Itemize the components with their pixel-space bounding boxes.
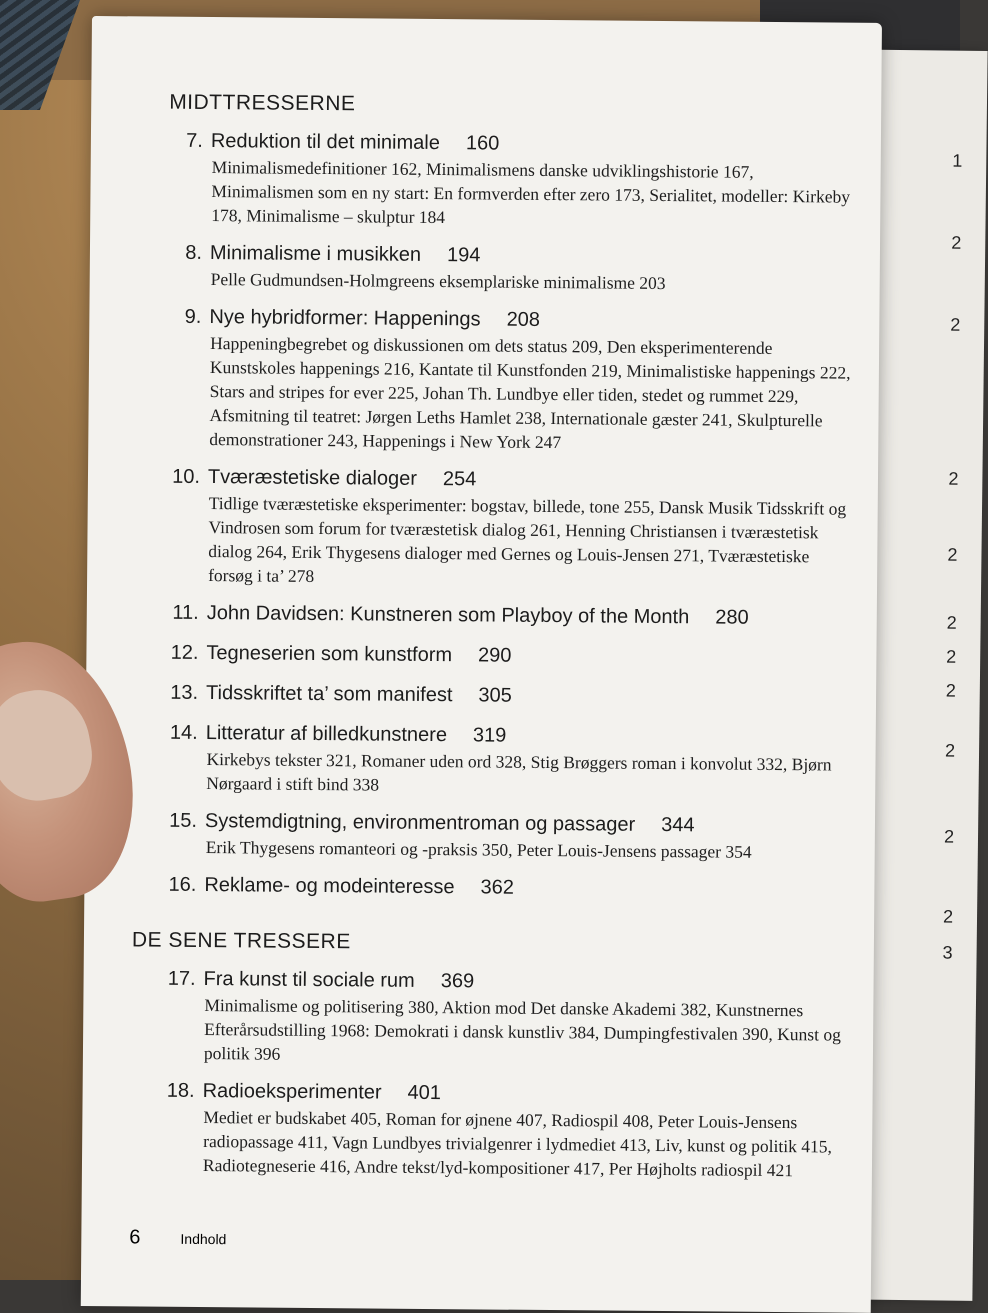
entry-number: 18.	[166, 1079, 195, 1102]
entry-title: Fra kunst til sociale rum	[203, 968, 415, 992]
facing-page-number: 1	[952, 150, 963, 171]
facing-page-number: 2	[945, 680, 956, 701]
facing-page-number: 2	[948, 468, 959, 489]
book-page	[81, 16, 882, 1313]
entry-number: 13.	[170, 681, 199, 704]
toc-entry-18	[160, 1077, 851, 1183]
entry-page: 369	[440, 970, 475, 993]
entry-page: 319	[472, 724, 507, 747]
entry-title: Nye hybridformer: Happenings	[209, 306, 481, 331]
facing-page-number: 2	[946, 612, 957, 633]
toc-entry-8	[168, 239, 858, 297]
entry-number: 17.	[167, 967, 196, 990]
entry-description: Minimalisme og politisering 380, Aktion mod Det danske Akademi 382, Kunstnernes Efterårsudstilling 1968: Demokrati i dansk kunstliv 384, Dumpingfestivalen 390, Kunst og politik 396	[203, 995, 841, 1064]
entry-title: Tidsskriftet ta’ som manifest	[206, 682, 453, 707]
entry-description: Erik Thygesens romanteori og -praksis 350, Peter Louis-Jensens passager 354	[205, 837, 752, 862]
entry-title: Tværæstetiske dialoger	[207, 466, 418, 490]
running-head: Indhold	[180, 1230, 227, 1248]
entry-description: Kirkebys tekster 321, Romaner uden ord 328, Stig Brøggers roman i konvolut 332, Bjørn Nørgaard i stift bind 338	[206, 749, 832, 795]
entry-number: 7.	[186, 129, 204, 152]
facing-page-number: 2	[944, 740, 956, 761]
facing-page-number: 2	[943, 826, 955, 847]
entry-title: Tegneserien som kunstform	[206, 642, 453, 667]
section-heading: MIDTTRESSERNE	[169, 90, 356, 116]
entry-description: Tidlige tværæstetiske eksperimenter: bogstav, billede, tone 255, Dansk Musik Tidsskrift og Vindrosen som forum for tværæstetisk dialog 261, Henning Christiansen i tværæstetisk dialog 264, Erik Thygesens dialoger med Gernes og Louis-Jensen 271, Tværæstetiske forsøg i ta’ 278	[208, 493, 847, 586]
entry-title: Reklame- og modeinteresse	[204, 874, 455, 899]
toc-entry-11	[165, 599, 855, 633]
entry-number: 15.	[169, 809, 198, 832]
page-footer	[129, 1226, 226, 1250]
entry-title: Minimalisme i musikken	[209, 242, 422, 266]
entry-page: 194	[446, 244, 481, 267]
entry-number: 16.	[168, 873, 197, 896]
facing-page-number: 3	[942, 942, 953, 963]
entry-page: 280	[715, 606, 749, 629]
entry-page: 362	[480, 876, 515, 899]
entry-description: Happeningbegrebet og diskussionen om dets status 209, Den eksperimenterende Kunstskoles happenings 216, Kantate til Kunstfonden 219, Minimalistiske happenings 222, Stars and stripes for ever 225, Johan Th. Lundbye eller tiden, stedet og rummet 229, Afsmitning til teatret: Jørgen Leths Hamlet 238, Internationale gæster 241, Skulpturelle demonstrationer 243, Happenings i New York 247	[209, 333, 851, 453]
entry-title: Litteratur af billedkunstnere	[205, 722, 448, 747]
toc-entry-15	[163, 807, 853, 865]
section-heading: DE SENE TRESSERE	[131, 928, 351, 954]
entry-number: 14.	[169, 721, 198, 744]
entry-page: 401	[407, 1081, 442, 1105]
facing-page-number: 2	[946, 646, 957, 667]
toc-entry-17	[161, 965, 852, 1071]
entry-page: 254	[442, 468, 477, 491]
toc-entry-7	[168, 127, 859, 233]
facing-page-number: 2	[942, 906, 954, 927]
toc-entry-9	[166, 303, 857, 457]
table-of-contents	[131, 90, 860, 1195]
toc-entry-12	[164, 639, 854, 673]
entry-page: 344	[661, 813, 695, 837]
entry-number: 11.	[172, 601, 199, 624]
toc-entry-16	[162, 871, 852, 905]
entry-title: John Davidsen: Kunstneren som Playboy of the Month	[206, 602, 690, 629]
entry-number: 9.	[184, 305, 202, 328]
toc-entry-14	[163, 719, 854, 801]
entry-page: 160	[465, 132, 500, 155]
entry-page: 208	[506, 308, 541, 331]
entry-title: Reduktion til det minimale	[210, 130, 441, 155]
entry-title: Systemdigtning, environmentroman og passager	[204, 810, 636, 836]
facing-page-number: 2	[950, 314, 961, 335]
entry-number: 8.	[185, 241, 203, 264]
toc-entry-10	[165, 463, 856, 593]
entry-title: Radioeksperimenter	[202, 1080, 382, 1104]
entry-number: 10.	[172, 465, 201, 488]
toc-entry-13	[164, 679, 854, 713]
facing-page-number: 2	[951, 232, 962, 253]
entry-description: Mediet er budskabet 405, Roman for øjnene 407, Radiospil 408, Peter Louis-Jensens radiopassage 411, Vagn Lundbyes trivialgenrer i lydmediet 413, Liv, kunst og politik 415, Radiotegneserie 416, Andre tekst/lyd-kompositioner 417, Per Højholts radiospil 421	[202, 1107, 833, 1181]
entry-page: 290	[478, 644, 512, 667]
entry-number: 12.	[170, 641, 199, 664]
facing-page-number: 2	[947, 544, 958, 565]
entry-description: Pelle Gudmundsen-Holmgreens eksemplariske minimalisme 203	[210, 269, 666, 294]
page-number: 6	[129, 1226, 141, 1249]
entry-page: 305	[478, 684, 512, 707]
entry-description: Minimalismedefinitioner 162, Minimalismens danske udviklingshistorie 167, Minimalismen som en ny start: En formverden efter zero 173, Serialitet, modeller: Kirkeby 178, Minimalisme – skulptur 184	[211, 157, 851, 228]
